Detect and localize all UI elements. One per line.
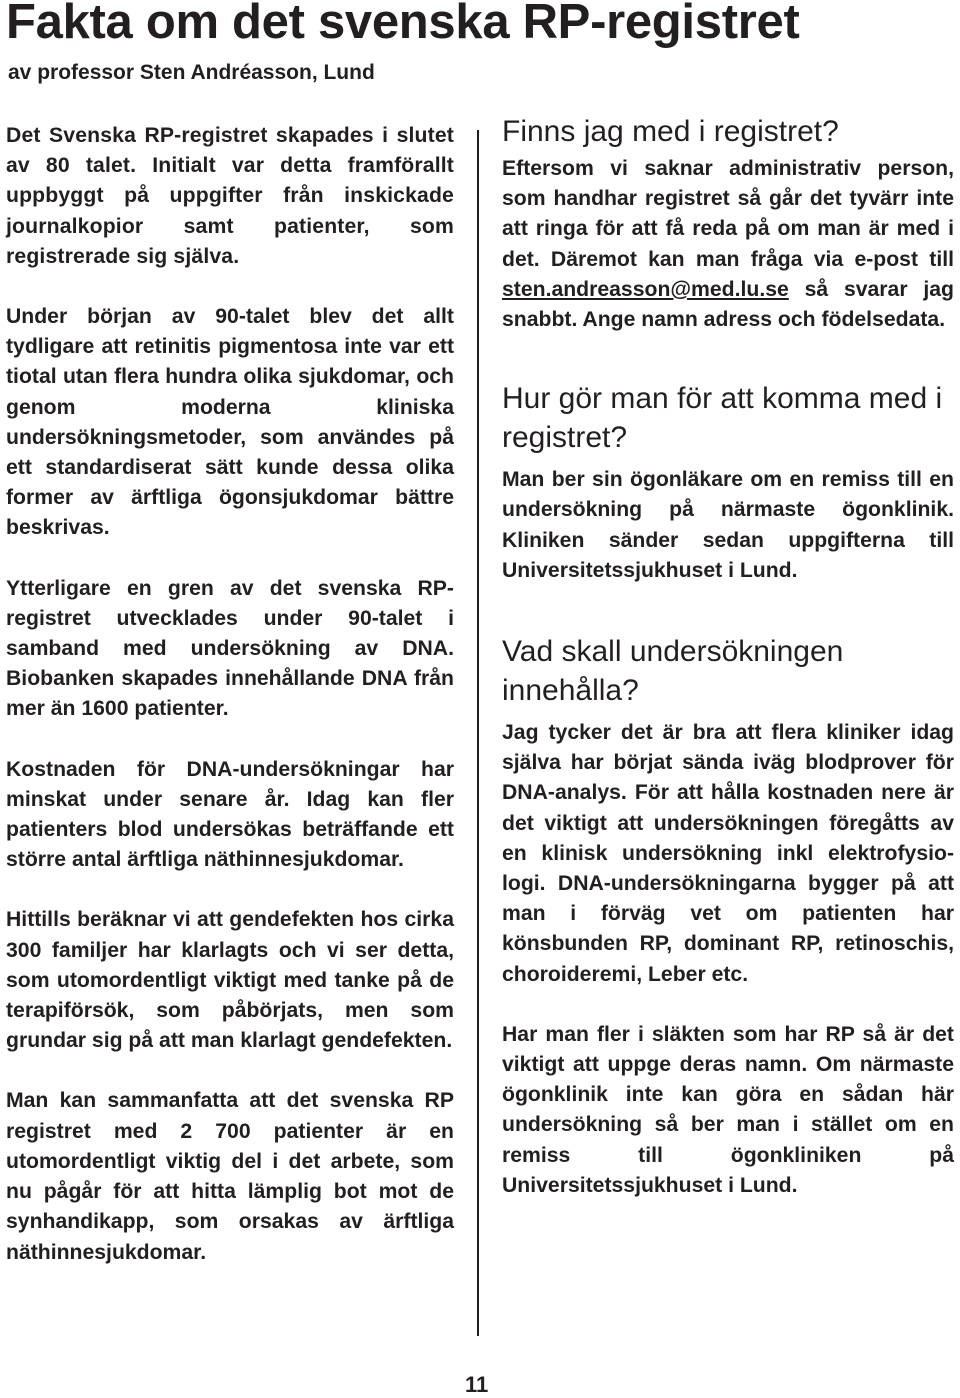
heading-hur-gor-man: Hur gör man för att komma med i registret? bbox=[502, 382, 943, 455]
left-paragraph-1: Det Svenska RP-registret skapades i slutet av 80 talet. Initialt var detta framförallt uppbyggt på uppgifter från inskickade journalkopior samt patienter, som registrerade sig själva. bbox=[6, 124, 454, 268]
left-paragraph-5: Hittills beräknar vi att gendefekten hos cirka 300 familjer har klarlagts och vi ser detta, som utomordentligt viktigt med tanke på de terapiförsök, som påbörjats, men som grundar sig på att man klarlagt gendefekten. bbox=[6, 908, 454, 1053]
section-3-text-2: Har man fler i släkten som har RP så är det viktigt att uppge deras namn. Om närmaste ögonklinik inte kan göra en sådan här undersökning så ber man i stället om en remiss till ögonkliniken på Universitetssjukhuset i Lund. bbox=[502, 1022, 954, 1197]
left-paragraph-2: Under början av 90-talet blev det allt tydligare att retinitis pigmentosa inte var ett tiotal utan flera hundra olika sjukdomar, och genom moderna kliniska undersökningsmetoder, som användes på ett standardiserat sätt kunde dessa olika former av ärftliga ögonsjukdomar bättre beskrivas. bbox=[6, 305, 454, 540]
right-column bbox=[502, 112, 954, 1201]
section-1-text-start: Eftersom vi saknar administrativ person, som handhar registret så går det tyvärr inte att ringa för att få reda på om man är med i det. Däremot kan man fråga via e-post till bbox=[502, 157, 954, 271]
left-paragraph-6: Man kan sammanfatta att det svenska RP registret med 2 700 patienter är en utomordentligt viktig del i det arbete, som nu pågår för att hitta lämplig bot mot de synhandikapp, som orsakas av ärftliga näthinnesjukdomar. bbox=[6, 1089, 454, 1264]
section-3-text: Jag tycker det är bra att flera kliniker idag själva har börjat sända iväg blodprover för DNA-analys. För att hålla kostnaden nere är det viktigt att undersökningen föregåtts av en klinisk undersökning inkl elektrofysiologi. DNA-undersökningarna bygger på att man i förväg vet om patienten har könsbunden RP, dominant RP, retinoschis, choroideremi, Leber etc. bbox=[502, 721, 954, 986]
article-author: av professor Sten Andréasson, Lund bbox=[8, 61, 375, 84]
section-2-text: Man ber sin ögonläkare om en remiss till en undersökning på närmaste ögonklinik. Kliniken sänder sedan uppgifterna till Universitetssjukhuset i Lund. bbox=[502, 468, 954, 582]
email-link[interactable]: sten.andreasson@med.lu.se bbox=[502, 277, 789, 301]
article-title: Fakta om det svenska RP-registret bbox=[6, 0, 800, 49]
section-1-text bbox=[502, 154, 954, 335]
left-column bbox=[6, 121, 454, 1268]
column-divider bbox=[477, 130, 479, 1336]
heading-finns-jag-med: Finns jag med i registret? bbox=[502, 115, 839, 148]
left-paragraph-4: Kostnaden för DNA-undersökningar har minskat under senare år. Idag kan fler patienters blod undersökas beträffande ett större antal ärftliga näthinnesjukdomar. bbox=[6, 757, 454, 872]
section-1-text-end: så svarar jag snabbt. Ange namn adress och födelsedata. bbox=[502, 277, 954, 332]
page-number: 11 bbox=[465, 1372, 489, 1397]
heading-vad-skall-undersokningen: Vad skall undersökningen innehålla? bbox=[502, 635, 844, 708]
left-paragraph-3: Ytterligare en gren av det svenska RP-registret utvecklades under 90-talet i samband med undersökning av DNA. Biobanken skapades innehållande DNA från mer än 1600 patienter. bbox=[6, 576, 454, 721]
